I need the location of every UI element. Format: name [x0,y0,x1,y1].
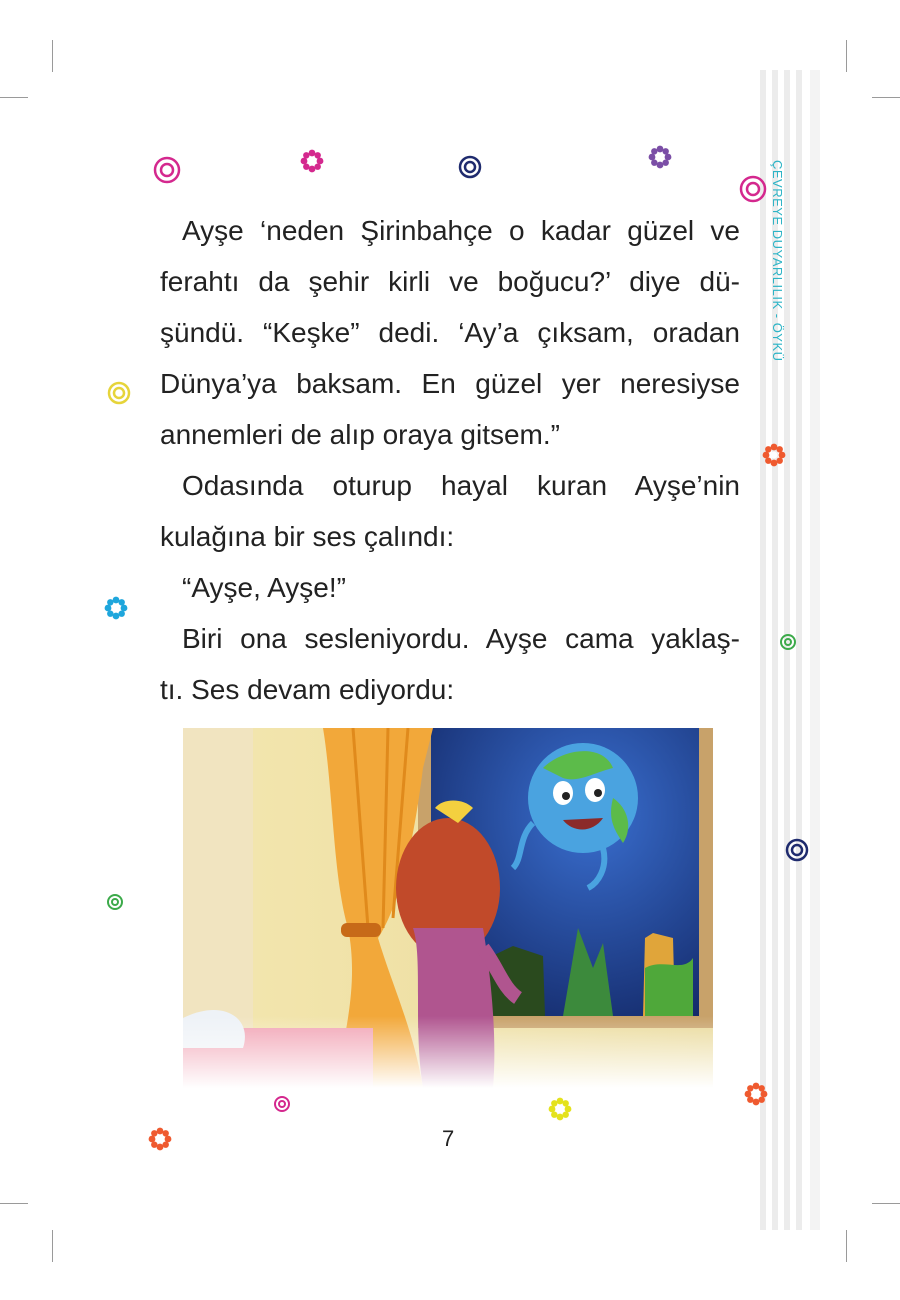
story-text [160,205,740,715]
flower-icon [104,596,128,620]
story-line: Odasında oturup hayal kuran Ayşe’nin [182,470,740,501]
crop-mark [52,1230,53,1262]
story-line: tı. Ses devam ediyordu: [160,674,455,705]
crop-mark [872,97,900,98]
flower-icon [762,443,786,467]
story-line: “Ayşe, Ayşe!” [182,572,346,603]
crop-mark [872,1203,900,1204]
ring-icon [106,380,132,406]
flower-icon [648,145,672,169]
story-line: Dünya’ya baksam. En güzel yer neresiyse [160,368,740,399]
story-line: Ayşe ‘neden Şirinbahçe o kadar güzel ve [182,215,740,246]
flower-icon [148,1127,172,1151]
ring-icon [778,632,798,652]
page-number: 7 [442,1126,455,1151]
ring-icon [272,1094,292,1114]
story-line: şündü. “Keşke” dedi. ‘Ay’a çıksam, oradan [160,317,740,348]
story-line: Biri ona sesleniyordu. Ayşe cama yaklaş- [182,623,740,654]
crop-mark [52,40,53,72]
flower-icon [744,1082,768,1106]
story-line: annemleri de alıp oraya gitsem.” [160,419,560,450]
crop-mark [846,1230,847,1262]
story-illustration [183,728,713,1088]
crop-mark [0,97,28,98]
ring-icon [152,155,182,185]
crop-mark [0,1203,28,1204]
flower-icon [548,1097,572,1121]
story-line: kulağına bir ses çalındı: [160,521,455,552]
ring-icon [457,154,483,180]
chapter-side-label: ÇEVREYE DUYARLILIK - ÖYKÜ [770,160,785,362]
flower-icon [300,149,324,173]
story-line: ferahtı da şehir kirli ve boğucu?’ diye dü- [160,266,740,297]
crop-mark [846,40,847,72]
ring-icon [105,892,125,912]
ring-icon [784,837,810,863]
ring-icon [738,174,768,204]
